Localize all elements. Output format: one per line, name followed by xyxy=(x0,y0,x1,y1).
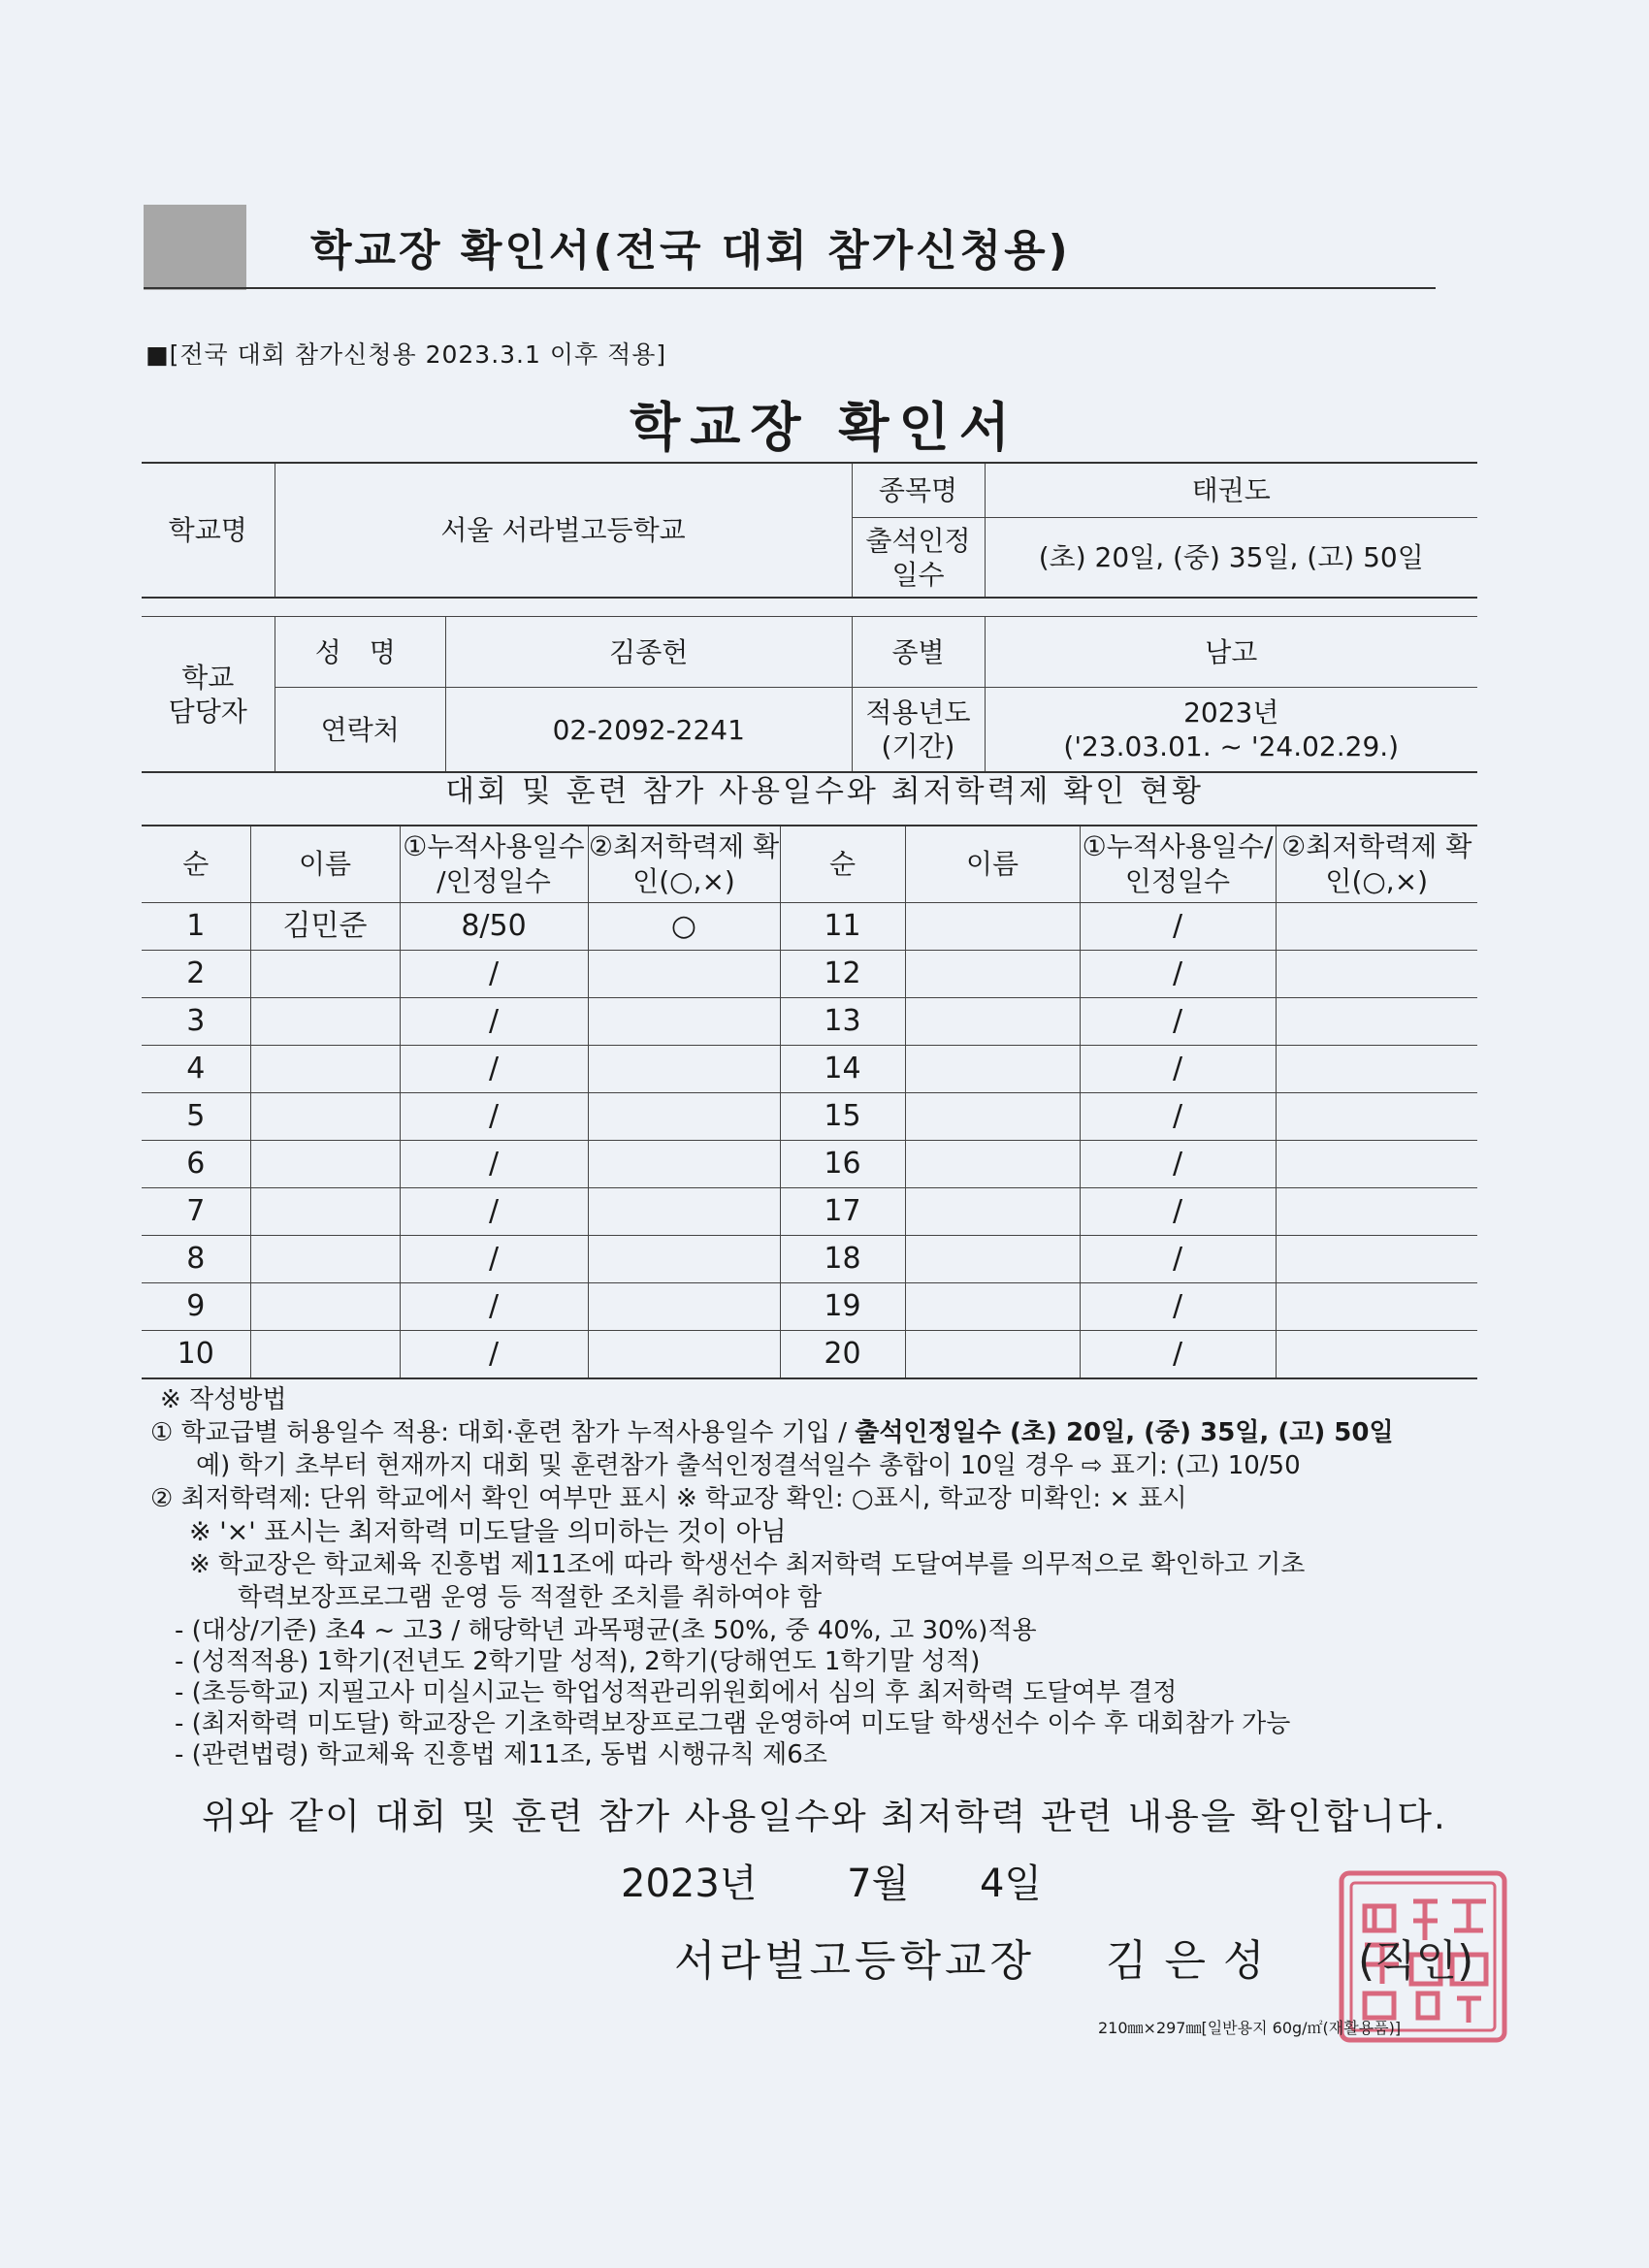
table-row xyxy=(142,1093,1477,1141)
row-check-right xyxy=(1276,1331,1477,1379)
row-no-right: 12 xyxy=(780,951,905,998)
row-days-left: / xyxy=(400,1093,588,1141)
banner-title: 학교장 확인서(전국 대회 참가신청용) xyxy=(310,226,1071,275)
row-no-right: 13 xyxy=(780,998,905,1046)
row-check-right xyxy=(1276,951,1477,998)
row-check-right xyxy=(1276,1141,1477,1188)
roster-header-row xyxy=(142,826,1477,903)
roster-table xyxy=(142,825,1477,1379)
row-name-left xyxy=(250,1331,400,1379)
row-days-left: / xyxy=(400,1236,588,1283)
row-name-right xyxy=(905,903,1080,951)
row-days-right: / xyxy=(1080,1331,1276,1379)
table-row xyxy=(142,1141,1477,1188)
date-month: 7월 xyxy=(847,1862,910,1906)
confirmation-statement: 위와 같이 대회 및 훈련 참가 사용일수와 최저학력 관련 내용을 확인합니다. xyxy=(202,1796,1447,1837)
table-row xyxy=(142,1188,1477,1236)
detail-line-3: - (초등학교) 지필고사 미실시교는 학업성적관리위원회에서 심의 후 최저학력 도달여부 결정 xyxy=(175,1678,1178,1707)
name-value: 김종헌 xyxy=(609,635,689,668)
row-days-right: / xyxy=(1080,1046,1276,1093)
detail-line-1: - (대상/기준) 초4 ~ 고3 / 해당학년 과목평균(초 50%, 중 40%, 고 30%)적용 xyxy=(175,1616,1037,1645)
row-no-left: 9 xyxy=(142,1283,250,1331)
row-check-right xyxy=(1276,903,1477,951)
row-days-left: / xyxy=(400,1283,588,1331)
table-row xyxy=(142,998,1477,1046)
row-no-right: 15 xyxy=(780,1093,905,1141)
gender-label: 종별 xyxy=(852,617,985,688)
instruction-1-bold: 출석인정일수 (초) 20일, (중) 35일, (고) 50일 xyxy=(855,1418,1394,1447)
row-no-left: 1 xyxy=(142,903,250,951)
header-check-right: ②최저학력제 확인(○,×) xyxy=(1276,826,1477,903)
row-check-left xyxy=(588,998,780,1046)
row-name-left xyxy=(250,951,400,998)
manager-label: 학교 담당자 xyxy=(142,617,275,773)
header-name-right: 이름 xyxy=(905,826,1080,903)
row-name-left xyxy=(250,1093,400,1141)
year-period: ('23.03.01. ~ '24.02.29.) xyxy=(1063,730,1400,762)
row-check-left xyxy=(588,1141,780,1188)
row-days-right: / xyxy=(1080,951,1276,998)
detail-line-5: - (관련법령) 학교체육 진흥법 제11조, 동법 시행규칙 제6조 xyxy=(175,1740,827,1769)
instruction-note-2b: 학력보장프로그램 운영 등 적절한 조치를 취하여야 함 xyxy=(238,1583,823,1612)
row-name-right xyxy=(905,1236,1080,1283)
row-name-right xyxy=(905,998,1080,1046)
attendance-label: 출석인정 일수 xyxy=(852,518,985,599)
document-title: 학교장 확인서 xyxy=(630,397,1019,458)
row-no-left: 3 xyxy=(142,998,250,1046)
row-no-right: 18 xyxy=(780,1236,905,1283)
title-banner-block xyxy=(144,205,246,290)
detail-line-2: - (성적적용) 1학기(전년도 2학기말 성적), 2학기(당해연도 1학기말 성적) xyxy=(175,1647,981,1676)
row-check-left xyxy=(588,1188,780,1236)
detail-line-4: - (최저학력 미도달) 학교장은 기초학력보장프로그램 운영하여 미도달 학생선수 이수 후 대회참가 가능 xyxy=(175,1709,1291,1738)
row-name-left xyxy=(250,1283,400,1331)
row-check-left xyxy=(588,951,780,998)
gender-value: 남고 xyxy=(985,617,1477,688)
header-no-right: 순 xyxy=(780,826,905,903)
row-no-left: 5 xyxy=(142,1093,250,1141)
header-no-left: 순 xyxy=(142,826,250,903)
row-check-right xyxy=(1276,1283,1477,1331)
contact-value: 02-2092-2241 xyxy=(552,713,745,746)
row-check-right xyxy=(1276,1188,1477,1236)
manager-subtable xyxy=(275,617,852,687)
applicability-note: ■[전국 대회 참가신청용 2023.3.1 이후 적용] xyxy=(146,340,667,369)
principal-name: 김은성 xyxy=(1106,1936,1282,1986)
table-row xyxy=(142,1283,1477,1331)
date-day: 4일 xyxy=(979,1862,1043,1906)
table-row xyxy=(142,1331,1477,1379)
row-name-left xyxy=(250,998,400,1046)
table-row xyxy=(142,951,1477,998)
row-days-right: / xyxy=(1080,998,1276,1046)
year-cell xyxy=(985,688,1477,773)
header-days-right: ①누적사용일수/ 인정일수 xyxy=(1080,826,1276,903)
instruction-note-2a: ※ 학교장은 학교체육 진흥법 제11조에 따라 학생선수 최저학력 도달여부를 의무적으로 확인하고 기초 xyxy=(189,1550,1306,1579)
row-no-left: 2 xyxy=(142,951,250,998)
table-row xyxy=(142,903,1477,951)
row-check-right xyxy=(1276,1046,1477,1093)
row-check-right xyxy=(1276,1236,1477,1283)
row-check-right xyxy=(1276,1093,1477,1141)
row-name-right xyxy=(905,1141,1080,1188)
row-name-left xyxy=(250,1046,400,1093)
row-no-right: 14 xyxy=(780,1046,905,1093)
sport-value: 태권도 xyxy=(985,463,1477,518)
row-days-right: / xyxy=(1080,1141,1276,1188)
name-label: 성 명 xyxy=(275,617,446,687)
row-name-right xyxy=(905,1331,1080,1379)
row-name-right xyxy=(905,1093,1080,1141)
instruction-note-1: ※ '×' 표시는 최저학력 미도달을 의미하는 것이 아님 xyxy=(189,1517,787,1547)
row-name-right xyxy=(905,1046,1080,1093)
header-days-left: ①누적사용일수 /인정일수 xyxy=(400,826,588,903)
row-days-left: / xyxy=(400,1141,588,1188)
header-name-left: 이름 xyxy=(250,826,400,903)
row-check-left: ○ xyxy=(588,903,780,951)
row-name-right xyxy=(905,1188,1080,1236)
row-days-left: / xyxy=(400,998,588,1046)
row-no-right: 19 xyxy=(780,1283,905,1331)
row-no-left: 7 xyxy=(142,1188,250,1236)
row-check-left xyxy=(588,1046,780,1093)
instruction-item-2: ② 최저학력제: 단위 학교에서 확인 여부만 표시 ※ 학교장 확인: ○표시, 학교장 미확인: × 표시 xyxy=(150,1484,1187,1513)
row-name-left: 김민준 xyxy=(250,903,400,951)
row-name-left xyxy=(250,1236,400,1283)
seal-label: (직인) xyxy=(1358,1936,1474,1986)
attendance-value: (초) 20일, (중) 35일, (고) 50일 xyxy=(985,518,1477,599)
school-label: 학교명 xyxy=(142,463,275,598)
banner-underline xyxy=(144,287,1436,289)
row-days-left: / xyxy=(400,1331,588,1379)
sport-label: 종목명 xyxy=(852,463,985,518)
header-check-left: ②최저학력제 확인(○,×) xyxy=(588,826,780,903)
paper-spec: 210㎜×297㎜[일반용지 60g/㎡(재활용품)] xyxy=(1098,2019,1402,2037)
info-separator xyxy=(142,598,1477,617)
row-check-left xyxy=(588,1093,780,1141)
row-check-left xyxy=(588,1236,780,1283)
row-days-right: / xyxy=(1080,1236,1276,1283)
date-year: 2023년 xyxy=(621,1862,758,1906)
row-no-right: 11 xyxy=(780,903,905,951)
row-no-right: 16 xyxy=(780,1141,905,1188)
instructions-heading: ※ 작성방법 xyxy=(160,1385,287,1414)
contact-label: 연락처 xyxy=(275,688,446,771)
row-days-right: / xyxy=(1080,1188,1276,1236)
row-no-left: 6 xyxy=(142,1141,250,1188)
year-value: 2023년 xyxy=(1183,697,1279,729)
row-name-right xyxy=(905,951,1080,998)
row-no-right: 20 xyxy=(780,1331,905,1379)
row-days-left: / xyxy=(400,951,588,998)
row-days-left: / xyxy=(400,1188,588,1236)
info-table xyxy=(142,462,1477,773)
issue-date xyxy=(621,1853,1042,1908)
instruction-item-1 xyxy=(150,1420,1394,1445)
row-no-left: 10 xyxy=(142,1331,250,1379)
row-days-right: / xyxy=(1080,1283,1276,1331)
row-name-right xyxy=(905,1283,1080,1331)
row-check-right xyxy=(1276,998,1477,1046)
row-no-right: 17 xyxy=(780,1188,905,1236)
table-row xyxy=(142,1236,1477,1283)
instruction-1-text: ① 학교급별 허용일수 적용: 대회·훈련 참가 누적사용일수 기입 / xyxy=(150,1418,856,1447)
row-days-right: / xyxy=(1080,903,1276,951)
instruction-1-example: 예) 학기 초부터 현재까지 대회 및 훈련참가 출석인정결석일수 총합이 10일 경우 ⇨ 표기: (고) 10/50 xyxy=(196,1451,1301,1480)
year-label: 적용년도 (기간) xyxy=(852,688,985,773)
school-value: 서울 서라벌고등학교 xyxy=(275,463,852,598)
contact-subtable xyxy=(275,688,852,771)
row-no-left: 4 xyxy=(142,1046,250,1093)
row-name-left xyxy=(250,1188,400,1236)
row-name-left xyxy=(250,1141,400,1188)
roster-subtitle: 대회 및 훈련 참가 사용일수와 최저학력제 확인 현황 xyxy=(445,774,1204,809)
row-check-left xyxy=(588,1283,780,1331)
row-no-left: 8 xyxy=(142,1236,250,1283)
row-days-right: / xyxy=(1080,1093,1276,1141)
row-days-left: / xyxy=(400,1046,588,1093)
row-days-left: 8/50 xyxy=(400,903,588,951)
row-check-left xyxy=(588,1331,780,1379)
signer-title: 서라벌고등학교장 xyxy=(674,1936,1036,1986)
table-row xyxy=(142,1046,1477,1093)
